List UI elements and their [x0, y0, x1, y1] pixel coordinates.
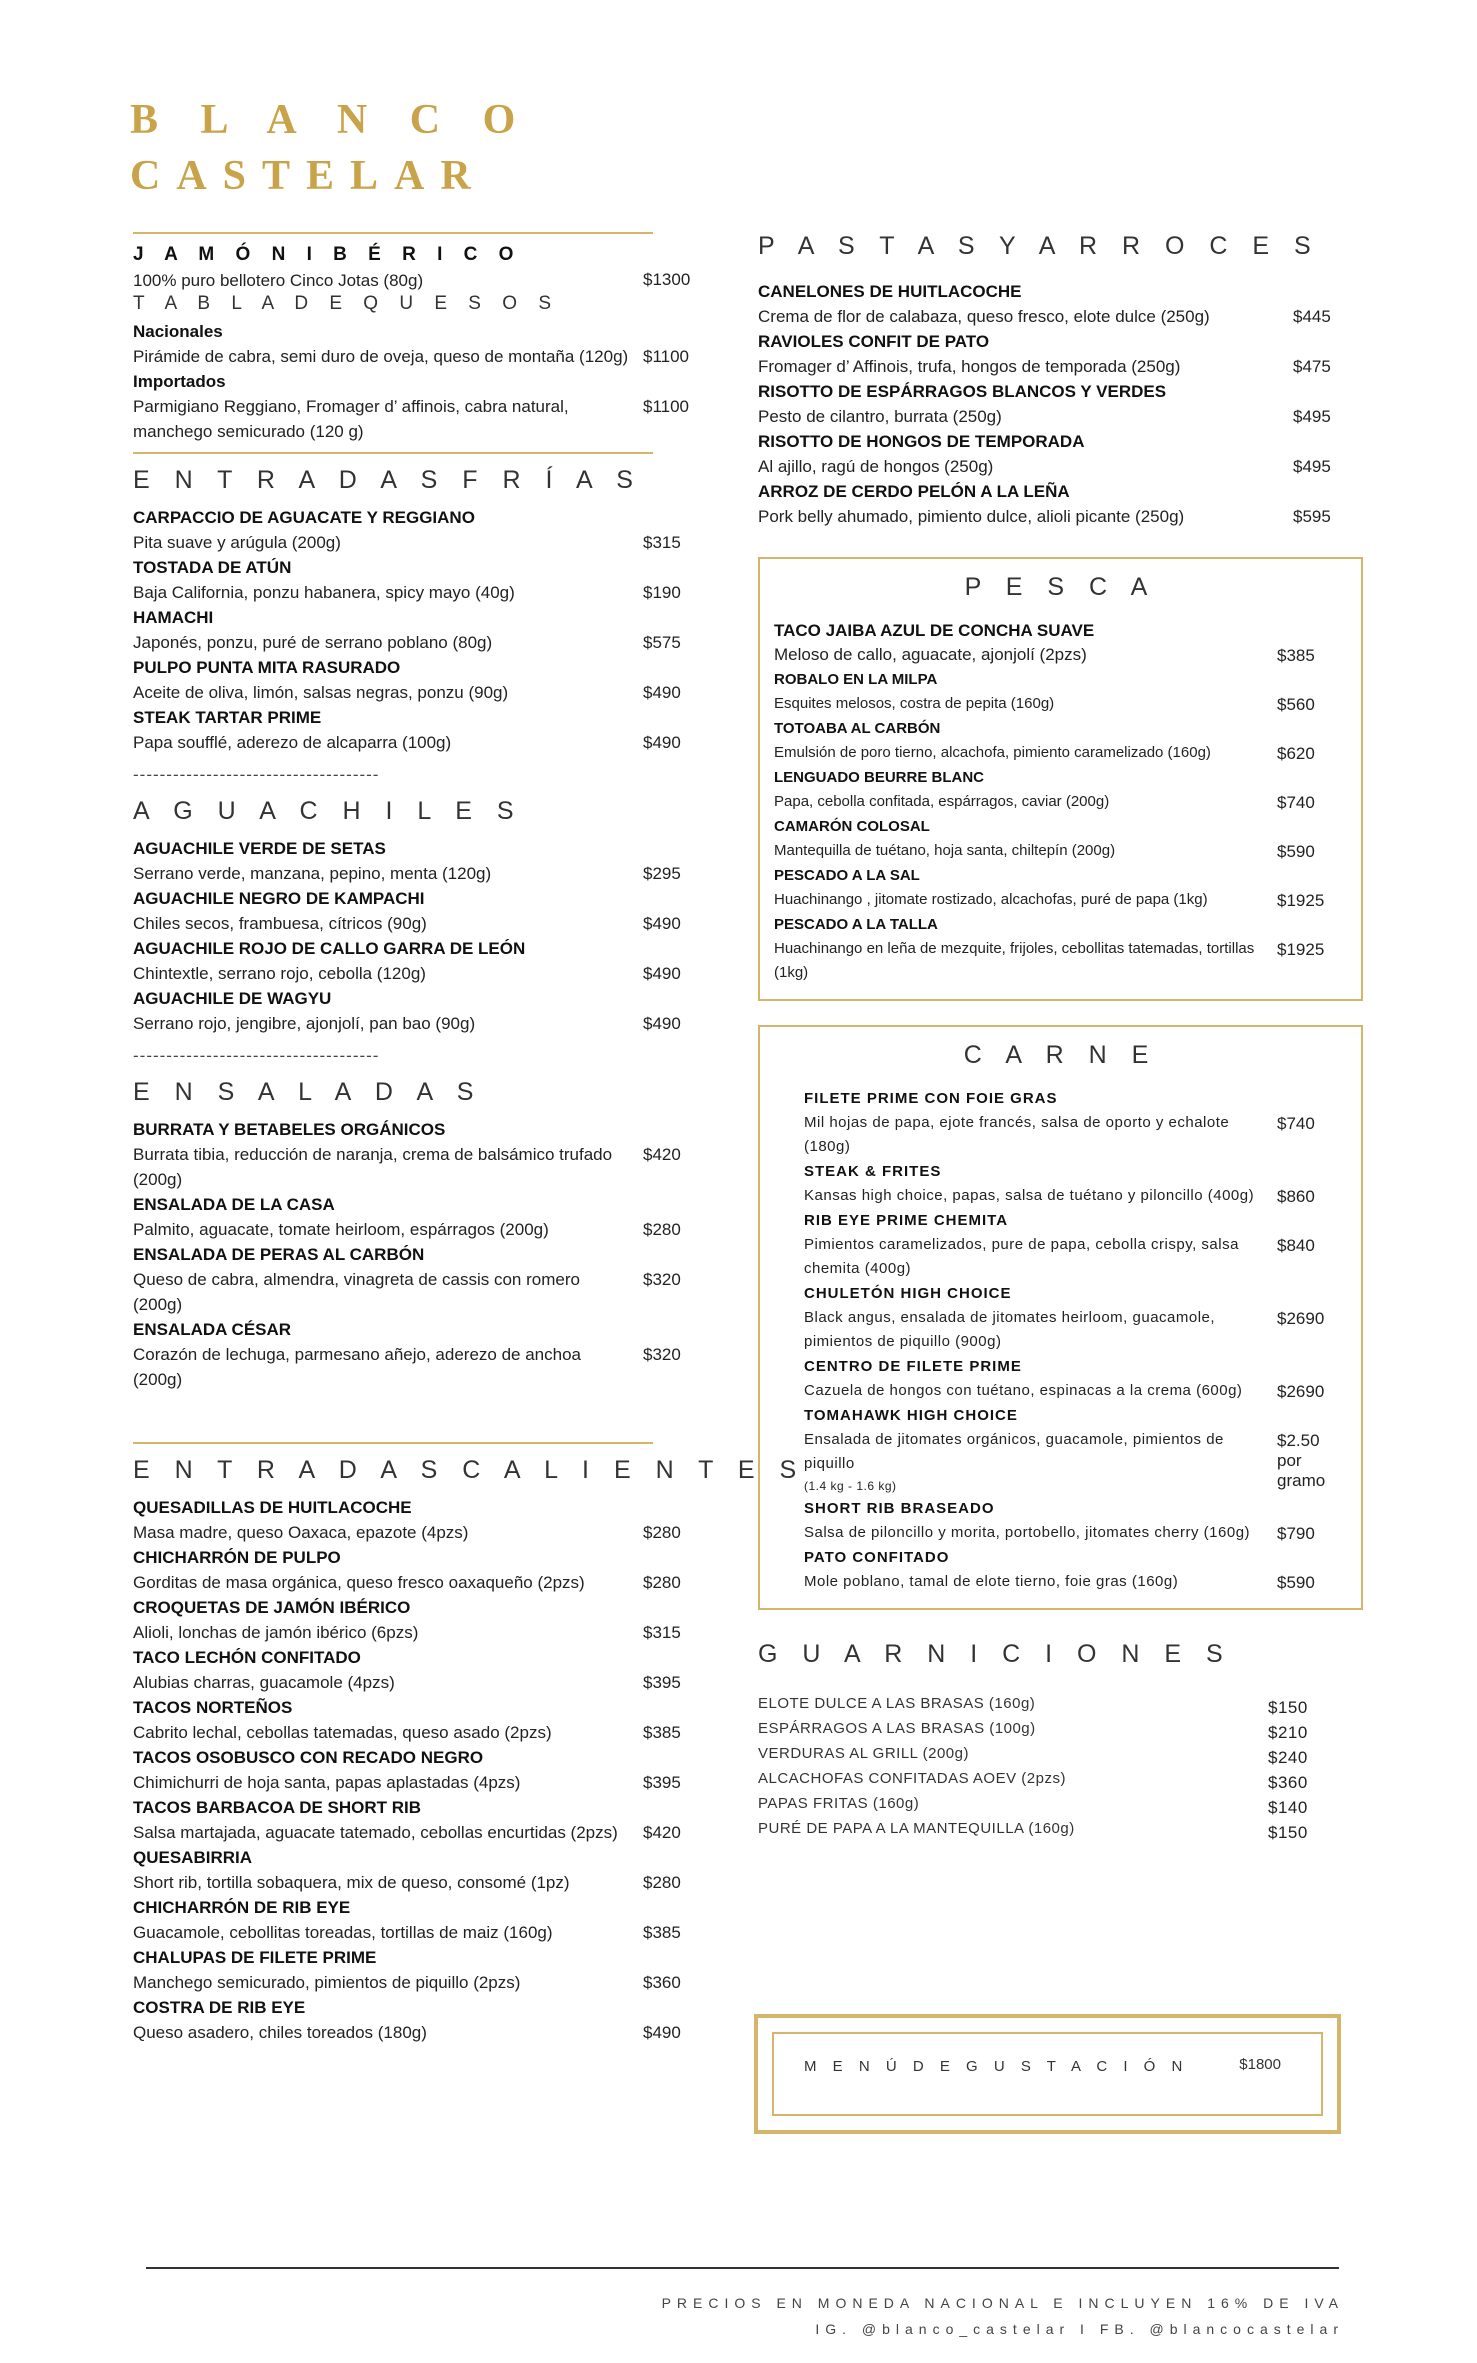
item-price: $2690 [1277, 1309, 1325, 1328]
item-name: CENTRO DE FILETE PRIME [804, 1358, 1022, 1375]
menu-item [133, 986, 713, 1036]
item-price: $360 [643, 1973, 681, 1992]
item-desc: Huachinango , jitomate rostizado, alcachofas, puré de papa (1kg) [774, 891, 1208, 908]
aguachiles-title: A G U A C H I L E S [133, 797, 523, 825]
item-price: $420 [643, 1145, 681, 1164]
side-price: $360 [1268, 1773, 1308, 1792]
item-name: CHICHARRÓN DE PULPO [133, 1548, 341, 1567]
menu-item [133, 1192, 713, 1242]
item-desc: Cabrito lechal, cebollas tatemadas, queso asado (2pzs) [133, 1723, 552, 1742]
menu-item [133, 605, 713, 655]
item-name: CHICHARRÓN DE RIB EYE [133, 1898, 351, 1917]
item-name: ENSALADA DE LA CASA [133, 1195, 335, 1214]
item-price: $740 [1277, 793, 1315, 812]
menu-item [133, 705, 713, 755]
menu-item [133, 1995, 713, 2045]
side-name: PAPAS FRITAS (160g) [758, 1795, 920, 1812]
item-price: $495 [1293, 407, 1331, 426]
divider [133, 452, 653, 454]
menu-item [133, 936, 713, 986]
item-note: (1.4 kg - 1.6 kg) [804, 1479, 897, 1493]
divider [133, 1442, 653, 1444]
menu-item [133, 1845, 713, 1895]
item-desc: Gorditas de masa orgánica, queso fresco oaxaqueño (2pzs) [133, 1573, 585, 1592]
menu-item [133, 1945, 713, 1995]
item-desc: Chiles secos, frambuesa, cítricos (90g) [133, 914, 427, 933]
menu-item [133, 1545, 713, 1595]
item-price [1277, 1431, 1347, 1491]
item-desc: Short rib, tortilla sobaquera, mix de queso, consomé (1pz) [133, 1873, 570, 1892]
calientes-section [133, 1456, 806, 2045]
item-name: BURRATA Y BETABELES ORGÁNICOS [133, 1120, 446, 1139]
side-name: ESPÁRRAGOS A LAS BRASAS (100g) [758, 1720, 1036, 1737]
item-price: $860 [1277, 1187, 1315, 1206]
item-desc: Mil hojas de papa, ejote francés, salsa de oporto y echalote (180g) [804, 1114, 1230, 1155]
item-price: $320 [643, 1345, 681, 1364]
item-name: TACOS OSOBUSCO CON RECADO NEGRO [133, 1748, 484, 1767]
menu-item [774, 912, 1347, 985]
item-name: TOMAHAWK HIGH CHOICE [804, 1407, 1018, 1424]
item-price: $190 [643, 583, 681, 602]
footer-divider [146, 2267, 1339, 2269]
item-desc: Papa soufflé, aderezo de alcaparra (100g) [133, 733, 452, 752]
guarniciones-title: G U A R N I C I O N E S [758, 1640, 1232, 1668]
menu-item [133, 1595, 713, 1645]
menu-item [133, 1745, 713, 1795]
menu-item [133, 836, 713, 886]
menu-item [774, 814, 1347, 863]
item-price: $295 [643, 864, 681, 883]
side-price: $210 [1268, 1723, 1308, 1742]
item-price: $490 [643, 683, 681, 702]
item-price: $620 [1277, 744, 1315, 763]
item-price: $495 [1293, 457, 1331, 476]
item-desc: Ensalada de jitomates orgánicos, guacamole, pimientos de piquillo [804, 1431, 1224, 1472]
side-price: $150 [1268, 1698, 1308, 1717]
item-name: AGUACHILE DE WAGYU [133, 989, 332, 1008]
frias-section [133, 466, 713, 755]
brand-line-2: CASTELAR [130, 153, 487, 199]
quesos-title: T A B L A D E Q U E S O S [133, 293, 559, 314]
item-desc: Meloso de callo, aguacate, ajonjolí (2pzs) [774, 645, 1087, 664]
item-name: AGUACHILE NEGRO DE KAMPACHI [133, 889, 425, 908]
menu-item [774, 765, 1347, 814]
item-name: TOTOABA AL CARBÓN [774, 720, 941, 737]
item-desc: Al ajillo, ragú de hongos (250g) [758, 457, 994, 476]
item-desc: Alioli, lonchas de jamón ibérico (6pzs) [133, 1623, 419, 1642]
item-name: FILETE PRIME CON FOIE GRAS [804, 1090, 1058, 1107]
side-item [758, 1791, 1363, 1816]
menu-item [133, 1242, 713, 1317]
side-name: VERDURAS AL GRILL (200g) [758, 1745, 969, 1762]
item-desc: Huachinango en leña de mezquite, frijoles, cebollitas tatemadas, tortillas (1kg) [774, 940, 1255, 981]
item-desc: Pita suave y arúgula (200g) [133, 533, 341, 552]
item-desc: Palmito, aguacate, tomate heirloom, espárragos (200g) [133, 1220, 549, 1239]
item-desc: Cazuela de hongos con tuétano, espinacas a la crema (600g) [804, 1382, 1243, 1399]
item-desc: Emulsión de poro tierno, alcachofa, pimiento caramelizado (160g) [774, 744, 1211, 761]
item-desc: Pesto de cilantro, burrata (250g) [758, 407, 1002, 426]
item-desc: Mantequilla de tuétano, hoja santa, chiltepín (200g) [774, 842, 1116, 859]
item-name: RAVIOLES CONFIT DE PATO [758, 332, 990, 351]
side-price: $240 [1268, 1748, 1308, 1767]
item-name: PULPO PUNTA MITA RASURADO [133, 658, 401, 677]
menu-item [758, 429, 1363, 479]
jamon-section [133, 244, 713, 293]
menu-item [133, 1895, 713, 1945]
item-price: $490 [643, 2023, 681, 2042]
item-name: TOSTADA DE ATÚN [133, 558, 292, 577]
item-price: $445 [1293, 307, 1331, 326]
item-name: QUESADILLAS DE HUITLACOCHE [133, 1498, 412, 1517]
menu-item [133, 886, 713, 936]
quesos-section [133, 293, 713, 444]
item-price: $320 [643, 1270, 681, 1289]
item-name: AGUACHILE ROJO DE CALLO GARRA DE LEÓN [133, 939, 526, 958]
ensaladas-section [133, 1078, 713, 1392]
item-price: $1925 [1277, 940, 1325, 959]
left-column [133, 232, 806, 2045]
dashed-divider: ------------------------------------- [133, 1046, 380, 1065]
item-price: $315 [643, 1623, 681, 1642]
item-name: CANELONES DE HUITLACOCHE [758, 282, 1022, 301]
pesca-title: P E S C A [964, 573, 1157, 601]
menu-item [133, 319, 713, 369]
menu-item [774, 863, 1347, 912]
item-price: $490 [643, 1014, 681, 1033]
divider [133, 232, 653, 234]
item-name: HAMACHI [133, 608, 214, 627]
item-desc: Alubias charras, guacamole (4pzs) [133, 1673, 395, 1692]
item-subtitle: Importados [133, 372, 226, 391]
side-price: $140 [1268, 1798, 1308, 1817]
item-desc: Fromager d’ Affinois, trufa, hongos de temporada (250g) [758, 357, 1181, 376]
item-price: $590 [1277, 1573, 1315, 1592]
side-item [758, 1816, 1363, 1841]
item-desc: Salsa de piloncillo y morita, portobello, jitomates cherry (160g) [804, 1524, 1251, 1541]
menu-item [758, 379, 1363, 429]
item-desc: Mole poblano, tamal de elote tierno, foie gras (160g) [804, 1573, 1179, 1590]
item-price: $790 [1277, 1524, 1315, 1543]
frias-title: E N T R A D A S F R Í A S [133, 466, 642, 494]
item-price: $280 [643, 1220, 681, 1239]
item-name: ENSALADA DE PERAS AL CARBÓN [133, 1245, 425, 1264]
side-item [758, 1716, 1363, 1741]
side-price: $150 [1268, 1823, 1308, 1842]
menu-item [758, 479, 1363, 529]
item-desc: Chimichurri de hoja santa, papas aplastadas (4pzs) [133, 1773, 521, 1792]
item-name: PESCADO A LA TALLA [774, 916, 938, 933]
menu-item [774, 1496, 1347, 1545]
item-desc: Chintextle, serrano rojo, cebolla (120g) [133, 964, 426, 983]
brand-line-1: B L A N C O [130, 97, 532, 143]
item-desc: Guacamole, cebollitas toreadas, tortillas de maiz (160g) [133, 1923, 553, 1942]
item-desc: Kansas high choice, papas, salsa de tuétano y piloncillo (400g) [804, 1187, 1255, 1204]
item-subtitle: Nacionales [133, 322, 223, 341]
item-name: PESCADO A LA SAL [774, 867, 920, 884]
tasting-menu-price: $1800 [1239, 2056, 1281, 2073]
carne-title: C A R N E [963, 1041, 1158, 1069]
menu-item [758, 279, 1363, 329]
item-name: TACOS BARBACOA DE SHORT RIB [133, 1798, 422, 1817]
item-price: $395 [643, 1773, 681, 1792]
menu-item [774, 1403, 1347, 1496]
tasting-menu-label: M E N Ú D E G U S T A C I Ó N [804, 2058, 1189, 2075]
menu-item [774, 1208, 1347, 1281]
item-price: $590 [1277, 842, 1315, 861]
menu-item [133, 1495, 713, 1545]
item-name: RIB EYE PRIME CHEMITA [804, 1212, 1009, 1229]
menu-item [133, 555, 713, 605]
brand-logo [130, 92, 531, 204]
side-name: ALCACHOFAS CONFITADAS AOEV (2pzs) [758, 1770, 1066, 1787]
item-desc: Serrano verde, manzana, pepino, menta (120g) [133, 864, 492, 883]
item-price: $490 [643, 964, 681, 983]
item-name: TACO JAIBA AZUL DE CONCHA SUAVE [774, 621, 1095, 640]
item-desc: 100% puro bellotero Cinco Jotas (80g) [133, 271, 424, 290]
item-price: $420 [643, 1823, 681, 1842]
price-note: por gramo [1277, 1451, 1326, 1490]
item-price: $595 [1293, 507, 1331, 526]
item-name: TACO LECHÓN CONFITADO [133, 1648, 361, 1667]
menu-item [133, 1317, 713, 1392]
item-desc: Pirámide de cabra, semi duro de oveja, queso de montaña (120g) [133, 347, 629, 366]
item-price: $575 [643, 633, 681, 652]
item-price: $2690 [1277, 1382, 1325, 1401]
item-name: RISOTTO DE HONGOS DE TEMPORADA [758, 432, 1085, 451]
item-desc: Burrata tibia, reducción de naranja, crema de balsámico trufado (200g) [133, 1145, 613, 1189]
menu-item [133, 505, 713, 555]
menu-item [774, 1159, 1347, 1208]
menu-item [774, 1281, 1347, 1354]
tasting-menu-inner [772, 2032, 1323, 2116]
item-desc: Parmigiano Reggiano, Fromager d’ affinois, cabra natural, manchego semicurado (120 g) [133, 397, 569, 441]
item-price: $490 [643, 733, 681, 752]
item-desc: Serrano rojo, jengibre, ajonjolí, pan bao (90g) [133, 1014, 476, 1033]
item-desc: Black angus, ensalada de jitomates heirloom, guacamole, pimientos de piquillo (900g) [804, 1309, 1216, 1350]
item-desc: Pimientos caramelizados, pure de papa, cebolla crispy, salsa chemita (400g) [804, 1236, 1239, 1277]
item-name: AGUACHILE VERDE DE SETAS [133, 839, 386, 858]
item-desc: Queso de cabra, almendra, vinagreta de cassis con romero (200g) [133, 1270, 580, 1314]
item-desc: Japonés, ponzu, puré de serrano poblano (80g) [133, 633, 493, 652]
item-name: CAMARÓN COLOSAL [774, 818, 930, 835]
item-price: $385 [643, 1923, 681, 1942]
item-desc: Manchego semicurado, pimientos de piquillo (2pzs) [133, 1973, 521, 1992]
pastas-title: P A S T A S Y A R R O C E S [758, 232, 1320, 260]
item-name: PATO CONFITADO [804, 1549, 950, 1566]
item-desc: Masa madre, queso Oaxaca, epazote (4pzs) [133, 1523, 469, 1542]
item-name: STEAK TARTAR PRIME [133, 708, 322, 727]
item-price: $1925 [1277, 891, 1325, 910]
pastas-section [758, 232, 1363, 529]
tasting-menu-box [754, 2014, 1341, 2134]
carne-box [758, 1025, 1363, 1610]
side-item [758, 1766, 1363, 1791]
menu-item [133, 1795, 713, 1845]
item-desc: Crema de flor de calabaza, queso fresco, elote dulce (250g) [758, 307, 1210, 326]
menu-item [133, 369, 713, 444]
item-name: RISOTTO DE ESPÁRRAGOS BLANCOS Y VERDES [758, 382, 1167, 401]
item-name: QUESABIRRIA [133, 1848, 253, 1867]
item-desc: Baja California, ponzu habanera, spicy mayo (40g) [133, 583, 515, 602]
side-item [758, 1741, 1363, 1766]
price-value: $2.50 [1277, 1431, 1320, 1450]
item-name: CHALUPAS DE FILETE PRIME [133, 1948, 377, 1967]
item-price: $1100 [643, 347, 690, 366]
item-name: COSTRA DE RIB EYE [133, 1998, 306, 2017]
item-name: ARROZ DE CERDO PELÓN A LA LEÑA [758, 482, 1070, 501]
item-price: $315 [643, 533, 681, 552]
item-name: CHULETÓN HIGH CHOICE [804, 1285, 1012, 1302]
dashed-divider: ------------------------------------- [133, 765, 380, 784]
side-name: ELOTE DULCE A LAS BRASAS (160g) [758, 1695, 1036, 1712]
menu-item [133, 1645, 713, 1695]
item-price: $475 [1293, 357, 1331, 376]
item-desc: Salsa martajada, aguacate tatemado, cebollas encurtidas (2pzs) [133, 1823, 618, 1842]
calientes-title: E N T R A D A S C A L I E N T E S [133, 1456, 806, 1484]
item-desc: Esquites melosos, costra de pepita (160g) [774, 695, 1055, 712]
item-name: TACOS NORTEÑOS [133, 1698, 293, 1717]
item-desc: Papa, cebolla confitada, espárragos, caviar (200g) [774, 793, 1110, 810]
item-price: $490 [643, 914, 681, 933]
item-price: $1100 [643, 397, 690, 416]
item-desc: Queso asadero, chiles toreados (180g) [133, 2023, 427, 2042]
jamon-title: J A M Ó N I B É R I C O [133, 244, 522, 265]
item-price: $560 [1277, 695, 1315, 714]
menu-item [774, 667, 1347, 716]
item-price: $385 [643, 1723, 681, 1742]
footer-tax-note: PRECIOS EN MONEDA NACIONAL E INCLUYEN 16% DE IVA [661, 2295, 1344, 2311]
pesca-box [758, 557, 1363, 1001]
menu-item [133, 1117, 713, 1192]
item-name: ROBALO EN LA MILPA [774, 671, 938, 688]
item-desc: Pork belly ahumado, pimiento dulce, alioli picante (250g) [758, 507, 1185, 526]
item-price: $280 [643, 1573, 681, 1592]
item-price: $740 [1277, 1114, 1315, 1133]
right-column [758, 232, 1363, 1841]
menu-item [774, 618, 1347, 667]
side-item [758, 1691, 1363, 1716]
menu-item [758, 329, 1363, 379]
menu-item [774, 1086, 1347, 1159]
item-price: $840 [1277, 1236, 1315, 1255]
item-name: CROQUETAS DE JAMÓN IBÉRICO [133, 1598, 411, 1617]
item-price: $1300 [643, 270, 691, 289]
side-name: PURÉ DE PAPA A LA MANTEQUILLA (160g) [758, 1820, 1075, 1837]
item-price: $385 [1277, 646, 1315, 665]
footer-social: IG. @blanco_castelar I FB. @blancocastelar [815, 2321, 1344, 2337]
ensaladas-title: E N S A L A D A S [133, 1078, 483, 1106]
item-name: SHORT RIB BRASEADO [804, 1500, 995, 1517]
item-price: $280 [643, 1523, 681, 1542]
menu-item [774, 1545, 1347, 1594]
guarniciones-section [758, 1640, 1363, 1841]
item-price: $280 [643, 1873, 681, 1892]
item-price: $395 [643, 1673, 681, 1692]
menu-item [774, 716, 1347, 765]
menu-item [133, 655, 713, 705]
item-name: STEAK & FRITES [804, 1163, 942, 1180]
item-name: ENSALADA CÉSAR [133, 1320, 292, 1339]
item-name: CARPACCIO DE AGUACATE Y REGGIANO [133, 508, 475, 527]
menu-item [133, 268, 713, 293]
item-name: LENGUADO BEURRE BLANC [774, 769, 984, 786]
menu-item [133, 1695, 713, 1745]
menu-item [774, 1354, 1347, 1403]
item-desc: Aceite de oliva, limón, salsas negras, ponzu (90g) [133, 683, 509, 702]
aguachiles-section [133, 797, 713, 1036]
item-desc: Corazón de lechuga, parmesano añejo, aderezo de anchoa (200g) [133, 1345, 581, 1389]
